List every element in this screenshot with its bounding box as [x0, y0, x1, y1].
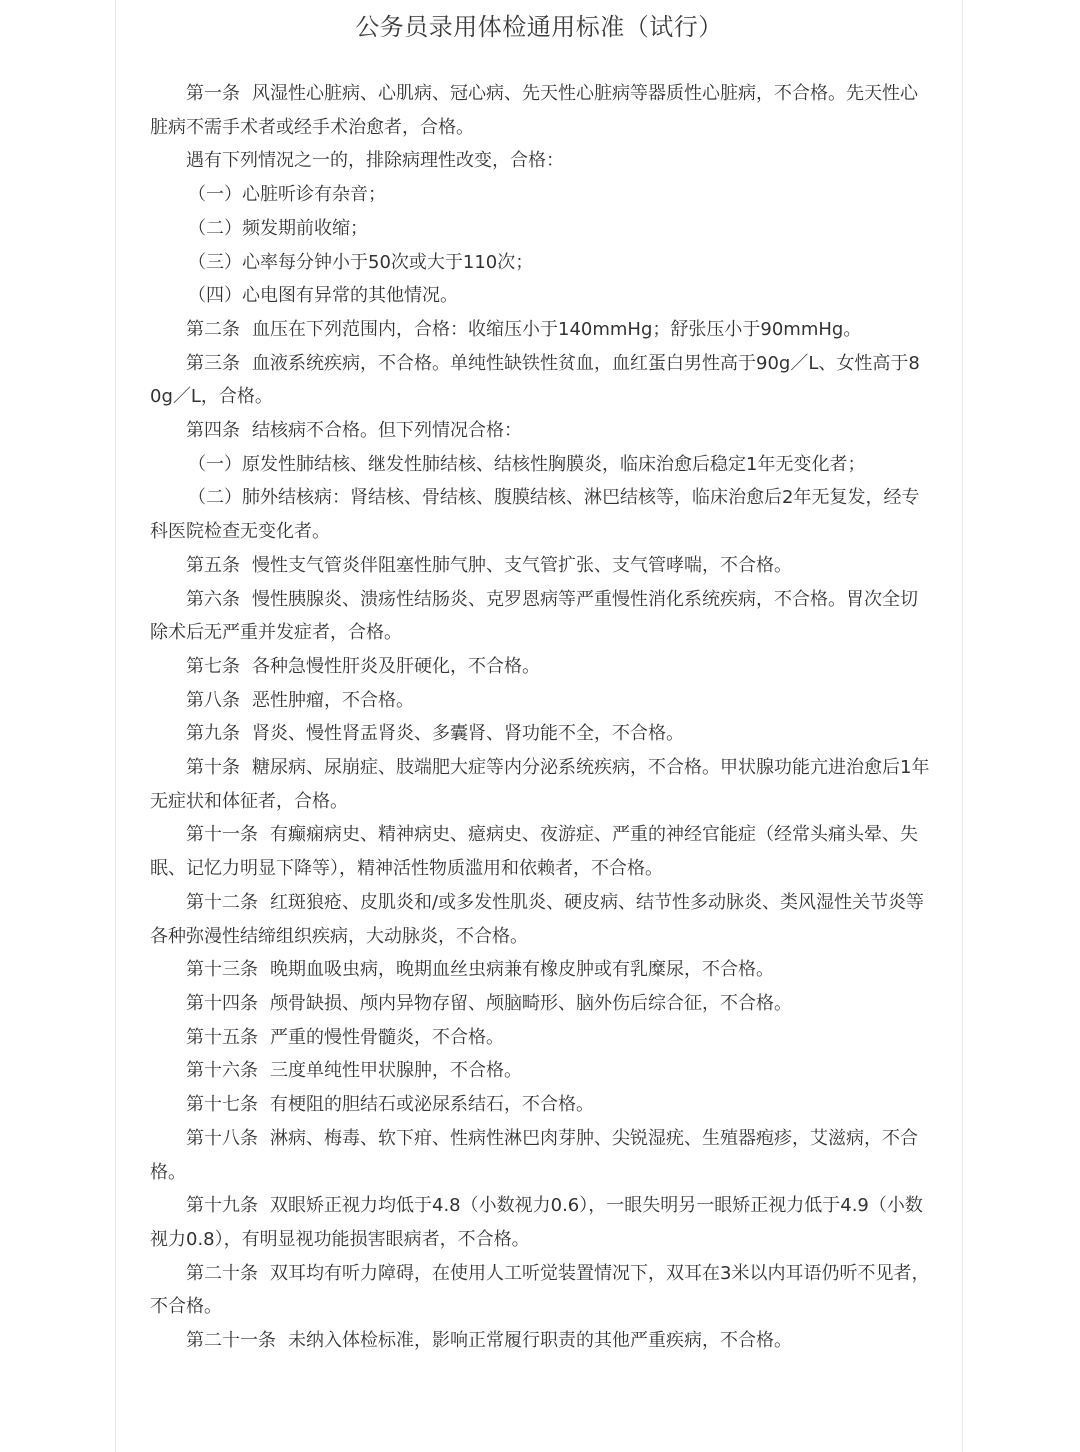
article-6: [150, 583, 930, 650]
list-item-text: （一）原发性肺结核、继发性肺结核、结核性胸膜炎，临床治愈后稳定1年无变化者；: [188, 453, 866, 475]
list-item-text: （二）肺外结核病：肾结核、骨结核、腹膜结核、淋巴结核等，临床治愈后2年无复发，经专科医院检查无变化者。: [150, 487, 920, 543]
list-item-text: （二）频发期前收缩；: [188, 217, 368, 239]
article-16: [150, 1054, 930, 1088]
article-number: 第十八条: [186, 1127, 258, 1149]
article-text: 风湿性心脏病、心肌病、冠心病、先天性心脏病等器质性心脏病，不合格。先天性心脏病不需手术者或经手术治愈者，合格。: [150, 83, 918, 138]
article-number: 第三条: [186, 352, 240, 374]
article-number: 第十条: [186, 757, 240, 779]
article-text: 血压在下列范围内，合格：收缩压小于140mmHg；舒张压小于90mmHg。: [252, 318, 862, 340]
article-13: [150, 953, 930, 987]
document-page: [115, 0, 963, 1452]
article-number: 第十五条: [186, 1026, 258, 1048]
article-7: [150, 650, 930, 684]
article-20: [150, 1257, 930, 1324]
article-number: 第十三条: [186, 959, 258, 981]
list-item-text: （一）心脏听诊有杂音；: [188, 184, 386, 206]
list-item: [150, 448, 930, 482]
list-item: [150, 279, 930, 313]
article-text: 慢性支气管炎伴阻塞性肺气肿、支气管扩张、支气管哮喘，不合格。: [252, 554, 792, 576]
list-item: [150, 212, 930, 246]
article-text: 淋病、梅毒、软下疳、性病性淋巴肉芽肿、尖锐湿疣、生殖器疱疹，艾滋病，不合格。: [150, 1127, 918, 1183]
article-number: 第二十一条: [186, 1330, 276, 1352]
article-text: 有梗阻的胆结石或泌尿系结石，不合格。: [270, 1094, 594, 1116]
article-14: [150, 987, 930, 1021]
article-8: [150, 684, 930, 718]
article-text: 双耳均有听力障碍，在使用人工听觉装置情况下，双耳在3米以内耳语仍听不见者，不合格。: [150, 1262, 930, 1318]
article-number: 第二十条: [186, 1262, 258, 1284]
article-text: 双眼矫正视力均低于4.8（小数视力0.6），一眼失明另一眼矫正视力低于4.9（小数视力0.8），有明显视功能损害眼病者，不合格。: [150, 1195, 923, 1250]
article-text: 严重的慢性骨髓炎，不合格。: [270, 1026, 504, 1048]
article-12: [150, 886, 930, 953]
article-number: 第六条: [186, 588, 240, 610]
article-number: 第二条: [186, 318, 240, 340]
article-text: 血液系统疾病，不合格。单纯性缺铁性贫血，血红蛋白男性高于90g／L、女性高于80g／L，合格。: [150, 352, 920, 408]
document-title: 公务员录用体检通用标准（试行）: [355, 13, 723, 41]
article-text: 恶性肿瘤，不合格。: [252, 689, 414, 711]
article-number: 第一条: [186, 83, 240, 104]
article-3: [150, 347, 930, 414]
article-number: 第八条: [186, 689, 240, 711]
article-number: 第九条: [186, 723, 240, 745]
article-21: [150, 1324, 930, 1358]
article-10: [150, 751, 930, 818]
article-text: 各种急慢性肝炎及肝硬化，不合格。: [252, 655, 540, 677]
article-number: 第十四条: [186, 992, 258, 1014]
article-11: [150, 818, 930, 885]
article-number: 第七条: [186, 655, 240, 677]
article-15: [150, 1021, 930, 1055]
paragraph-text: 遇有下列情况之一的，排除病理性改变，合格：: [186, 150, 564, 172]
list-item-text: （四）心电图有异常的其他情况。: [188, 285, 458, 307]
paragraph: [150, 144, 930, 178]
article-number: 第十二条: [186, 891, 258, 913]
article-number: 第十七条: [186, 1094, 258, 1116]
list-item: [150, 481, 930, 548]
list-item-text: （三）心率每分钟小于50次或大于110次；: [188, 251, 534, 273]
article-17: [150, 1088, 930, 1122]
article-9: [150, 717, 930, 751]
article-number: 第五条: [186, 554, 240, 576]
article-text: 慢性胰腺炎、溃疡性结肠炎、克罗恩病等严重慢性消化系统疾病，不合格。胃次全切除术后无严重并发症者，合格。: [150, 588, 918, 644]
article-2: [150, 313, 930, 347]
article-text: 红斑狼疮、皮肌炎和/或多发性肌炎、硬皮病、结节性多动脉炎、类风湿性关节炎等各种弥漫性结缔组织疾病，大动脉炎，不合格。: [150, 891, 925, 947]
article-number: 第十一条: [186, 824, 258, 846]
article-text: 结核病不合格。但下列情况合格：: [252, 420, 522, 442]
article-18: [150, 1122, 930, 1189]
article-number: 第十六条: [186, 1060, 258, 1082]
article-text: 三度单纯性甲状腺肿，不合格。: [270, 1060, 522, 1082]
article-number: 第十九条: [186, 1195, 258, 1217]
article-4: [150, 414, 930, 448]
article-text: 未纳入体检标准，影响正常履行职责的其他严重疾病，不合格。: [288, 1330, 792, 1352]
list-item: [150, 246, 930, 280]
article-number: 第四条: [186, 420, 240, 442]
article-text: 肾炎、慢性肾盂肾炎、多囊肾、肾功能不全，不合格。: [252, 723, 684, 745]
article-text: 糖尿病、尿崩症、肢端肥大症等内分泌系统疾病，不合格。甲状腺功能亢进治愈后1年无症状和体征者，合格。: [150, 757, 930, 812]
article-1: [150, 77, 930, 144]
list-item: [150, 178, 930, 212]
document-body: [150, 77, 930, 1358]
article-19: [150, 1189, 930, 1256]
article-text: 有癫痫病史、精神病史、癔病史、夜游症、严重的神经官能症（经常头痛头晕、失眠、记忆力明显下降等），精神活性物质滥用和依赖者，不合格。: [150, 824, 918, 880]
article-text: 晚期血吸虫病，晚期血丝虫病兼有橡皮肿或有乳糜尿，不合格。: [270, 959, 774, 981]
article-text: 颅骨缺损、颅内异物存留、颅脑畸形、脑外伤后综合征，不合格。: [270, 992, 792, 1014]
article-5: [150, 549, 930, 583]
